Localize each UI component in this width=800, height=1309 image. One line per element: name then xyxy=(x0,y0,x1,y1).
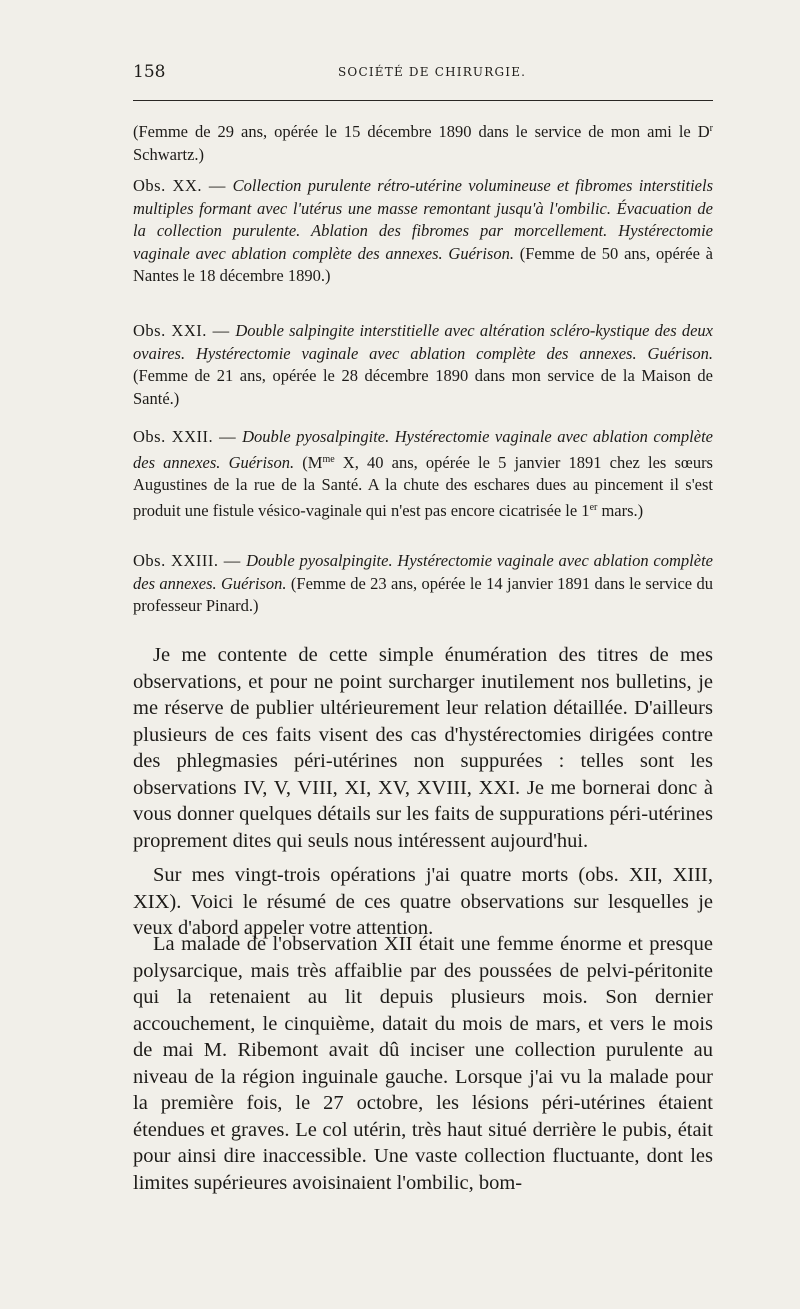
running-title: SOCIÉTÉ DE CHIRURGIE. xyxy=(338,65,527,79)
obs-label: Obs. XXI. — xyxy=(133,321,236,340)
observation-xxii xyxy=(133,426,713,522)
obs-title: Double pyosalpingite. Hystérectomie vaginale avec ablation complète des annexes. Guérison. xyxy=(133,427,713,472)
obs-label: Obs. XXII. — xyxy=(133,427,243,446)
obs-details: (Femme de 23 ans, opérée le 14 janvier 1891 dans le service du professeur Pinard.) xyxy=(133,573,713,616)
superscript: er xyxy=(589,501,598,513)
superscript: r xyxy=(709,123,713,134)
obs-title: Double salpingite interstitielle avec altération scléro-kystique des deux ovaires. Hystérectomie vaginale avec ablation complète des annexes. Guérison. xyxy=(133,321,713,363)
obs-label: Obs. XXIII. — xyxy=(133,551,247,570)
body-paragraph-3 xyxy=(133,931,713,1196)
obs-details: (Femme de 21 ans, opérée le 28 décembre 1890 dans mon service de la Maison de Santé.) xyxy=(133,366,713,408)
observation-xx xyxy=(133,175,713,288)
body-paragraph-1 xyxy=(133,642,713,854)
paragraph-text: Je me contente de cette simple énumération des titres de mes observations, et pour ne point surcharger inutilement nos bulletins, je me réserve de publier ultérieurement leur relation détaillée. D'ailleurs plusieurs de ces faits visent des cas d'hystérectomies dirigées contre des phlegmasies péri-utérines non suppurées : telles sont les observations IV, V, VIII, XI, XV, XVIII, XXI. Je me bornerai donc à vous donner quelques détails sur les faits de suppurations péri-utérines proprement dites qui seuls nous intéressent aujourd'hui. xyxy=(133,644,713,852)
observation-xix-end xyxy=(133,118,713,166)
body-paragraph-2 xyxy=(133,862,713,942)
obs-title: Double pyosalpingite. Hystérectomie vaginale avec ablation complète des annexes. Guérison. xyxy=(133,551,713,593)
page-number: 158 xyxy=(133,62,166,82)
header-rule xyxy=(133,100,713,101)
superscript: me xyxy=(322,453,335,465)
obs-details: X, 40 ans, opérée le 5 janvier 1891 chez les sœurs Augustines de la rue de la Santé. A la chute des eschares dues au pincement il s'est produit une fistule vésico-vaginale qui n'est pas encore cicatrisée le 1 xyxy=(133,452,713,520)
obs-title: Collection purulente rétro-utérine volumineuse et fibromes interstitiels multiples formant avec l'utérus une masse remontant jusqu'à l'ombilic. Évacuation de la collection purulente. Ablation des fibromes par morcellement. Hystérectomie vaginale avec ablation complète des annexes. Guérison. xyxy=(133,176,713,263)
page-header xyxy=(133,62,713,86)
observation-xxiii xyxy=(133,550,713,618)
obs-details: mars.) xyxy=(597,500,644,520)
obs-text: Schwartz.) xyxy=(133,144,205,164)
obs-details: (M xyxy=(294,452,323,472)
observation-xxi xyxy=(133,320,713,410)
paragraph-text: Sur mes vingt-trois opérations j'ai quatre morts (obs. XII, XIII, XIX). Voici le résumé de ces quatre observations sur lesquelles je veux d'abord appeler votre attention. xyxy=(133,864,713,939)
obs-label: Obs. XX. — xyxy=(133,176,233,195)
obs-text: (Femme de 29 ans, opérée le 15 décembre 1890 dans le service de mon ami le D xyxy=(133,122,710,141)
paragraph-text: La malade de l'observation XII était une femme énorme et presque polysarcique, mais très affaiblie par des poussées de pelvi-péritonite qui la retenaient au lit depuis plusieurs mois. Son dernier accouchement, le cinquième, datait du mois de mars, et vers le mois de mai M. Ribemont avait dû inciser une collection purulente au niveau de la région inguinale gauche. Lorsque j'ai vu la malade pour la première fois, le 27 octobre, les lésions péri-utérines étaient étendues et graves. Le col utérin, très haut situé derrière le pubis, était pour ainsi dire inaccessible. Une vaste collection fluctuante, dont les limites supérieures avoisinaient l'ombilic, bom- xyxy=(133,933,713,1194)
obs-details: (Femme de 50 ans, opérée à Nantes le 18 décembre 1890.) xyxy=(133,243,713,286)
